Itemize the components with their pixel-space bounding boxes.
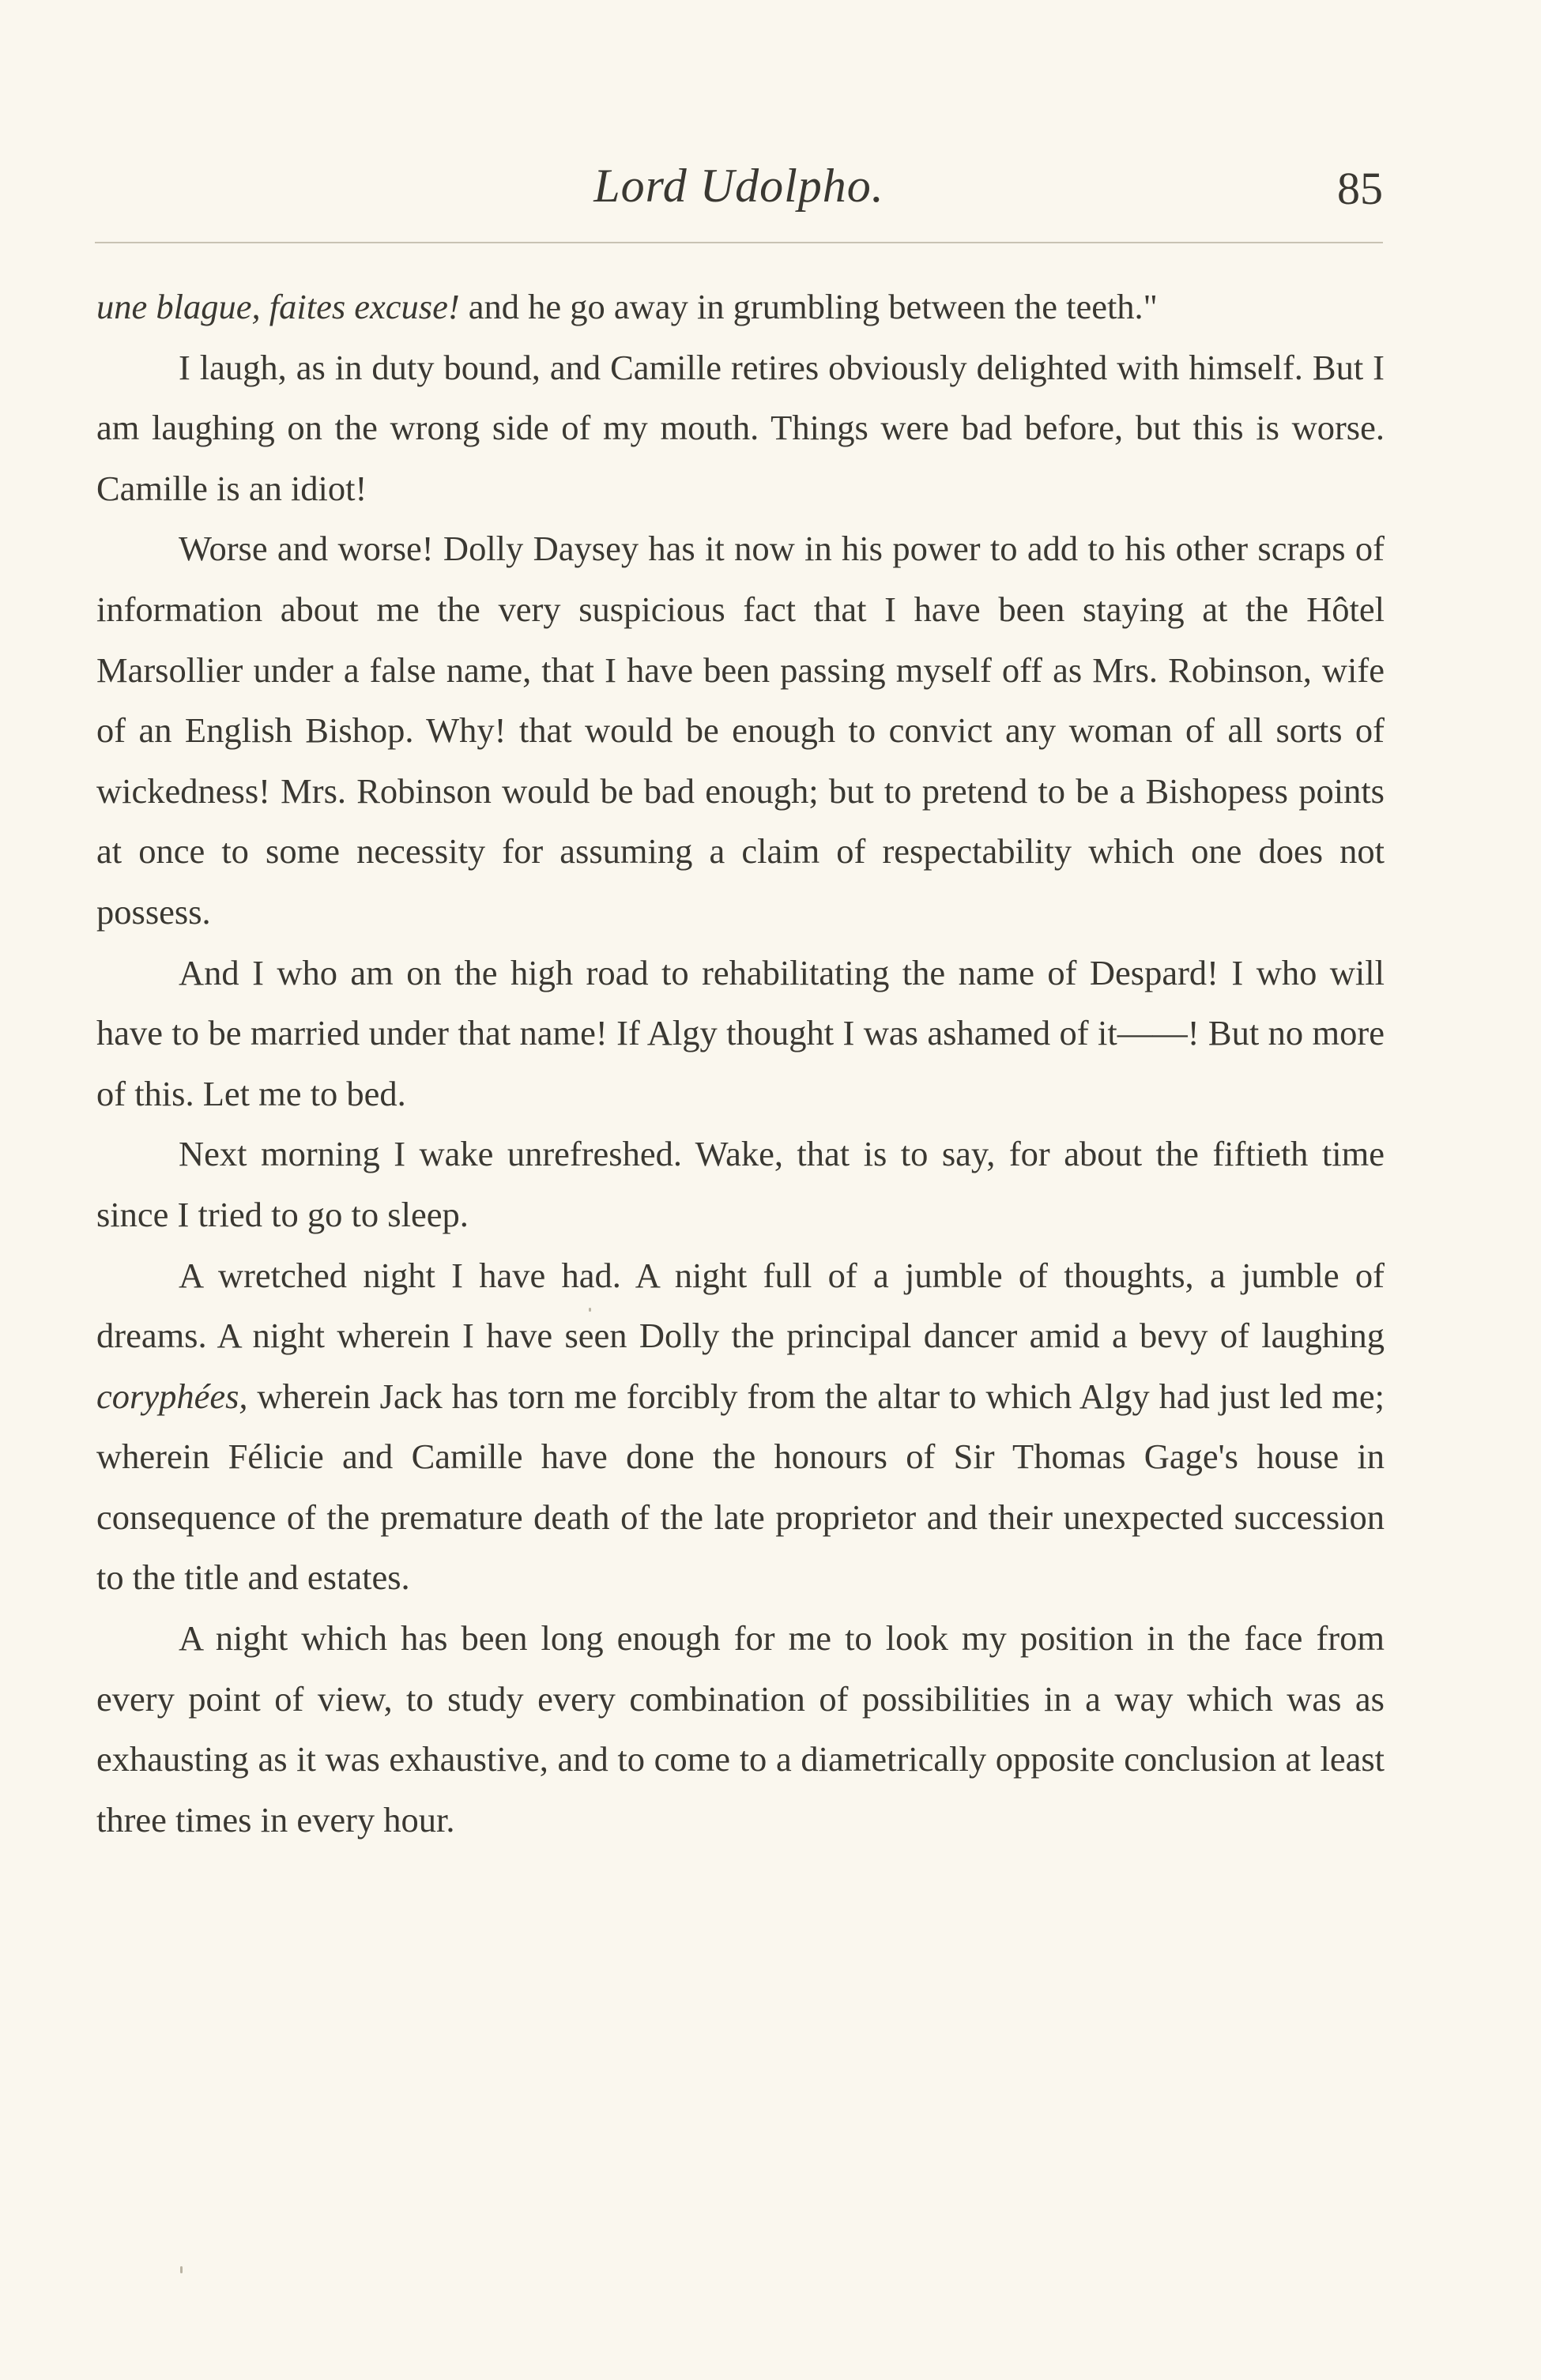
paragraph (96, 337, 1385, 519)
paragraph-text: I laugh, as in duty bound, and Camille retires obviously delighted with himself. But I am laughing on the wrong side of my mouth. Things were bad before, but this is worse. Camille is an idiot! (96, 347, 1385, 508)
paragraph-text: and he go away in grumbling between the teeth." (459, 287, 1158, 326)
paragraph-text: wherein Jack has torn me forcibly from the altar to which Algy had just led me; wherein Félicie and Camille have done the honours of Sir Thomas Gage's house in consequence of the premature death of the late proprietor and their unexpected succession to the title and estates. (96, 1376, 1385, 1598)
page-number: 85 (1337, 163, 1383, 214)
paragraph (96, 943, 1385, 1124)
paragraph-text: A wretched night I have had. A night full of a jumble of thoughts, a jumble of dreams. A night wherein I have seen Dolly the principal dancer amid a bevy of laughing (96, 1255, 1385, 1356)
paragraph (96, 1245, 1385, 1609)
italic-text: une blague, faites excuse! (96, 287, 460, 326)
paragraph-text: And I who am on the high road to rehabilitating the name of Despard! I who will have to be married under that name! If Algy thought I was ashamed of it——! But no more of this. Let me to bed. (96, 952, 1385, 1113)
paragraph-text: A night which has been long enough for me to look my position in the face from every point of view, to study every combination of possibilities in a way which was as exhausting as it was exhaustive, and to come to a diametrically opposite conclusion at least three times in every hour. (96, 1618, 1385, 1840)
paper-speck (180, 2266, 183, 2273)
header-rule (95, 242, 1383, 243)
paragraph (96, 518, 1385, 942)
paragraph (96, 277, 1385, 337)
running-head (95, 150, 1383, 221)
body-text (96, 277, 1385, 1850)
paragraph-text: Next morning I wake unrefreshed. Wake, that is to say, for about the fiftieth time since I tried to go to sleep. (96, 1134, 1385, 1234)
paper-speck (589, 1308, 591, 1312)
running-title: Lord Udolpho. (593, 160, 884, 212)
italic-text: coryphées, (96, 1376, 248, 1416)
paragraph (96, 1608, 1385, 1850)
paragraph (96, 1124, 1385, 1245)
paragraph-text: Worse and worse! Dolly Daysey has it now in his power to add to his other scraps of information about me the very suspicious fact that I have been staying at the Hôtel Marsollier under a false name, that I have been passing myself off as Mrs. Robinson, wife of an English Bishop. Why! that would be enough to convict any woman of all sorts of wickedness! Mrs. Robinson would be bad enough; but to pretend to be a Bishopess points at once to some necessity for assuming a claim of respectability which one does not possess. (96, 529, 1385, 932)
